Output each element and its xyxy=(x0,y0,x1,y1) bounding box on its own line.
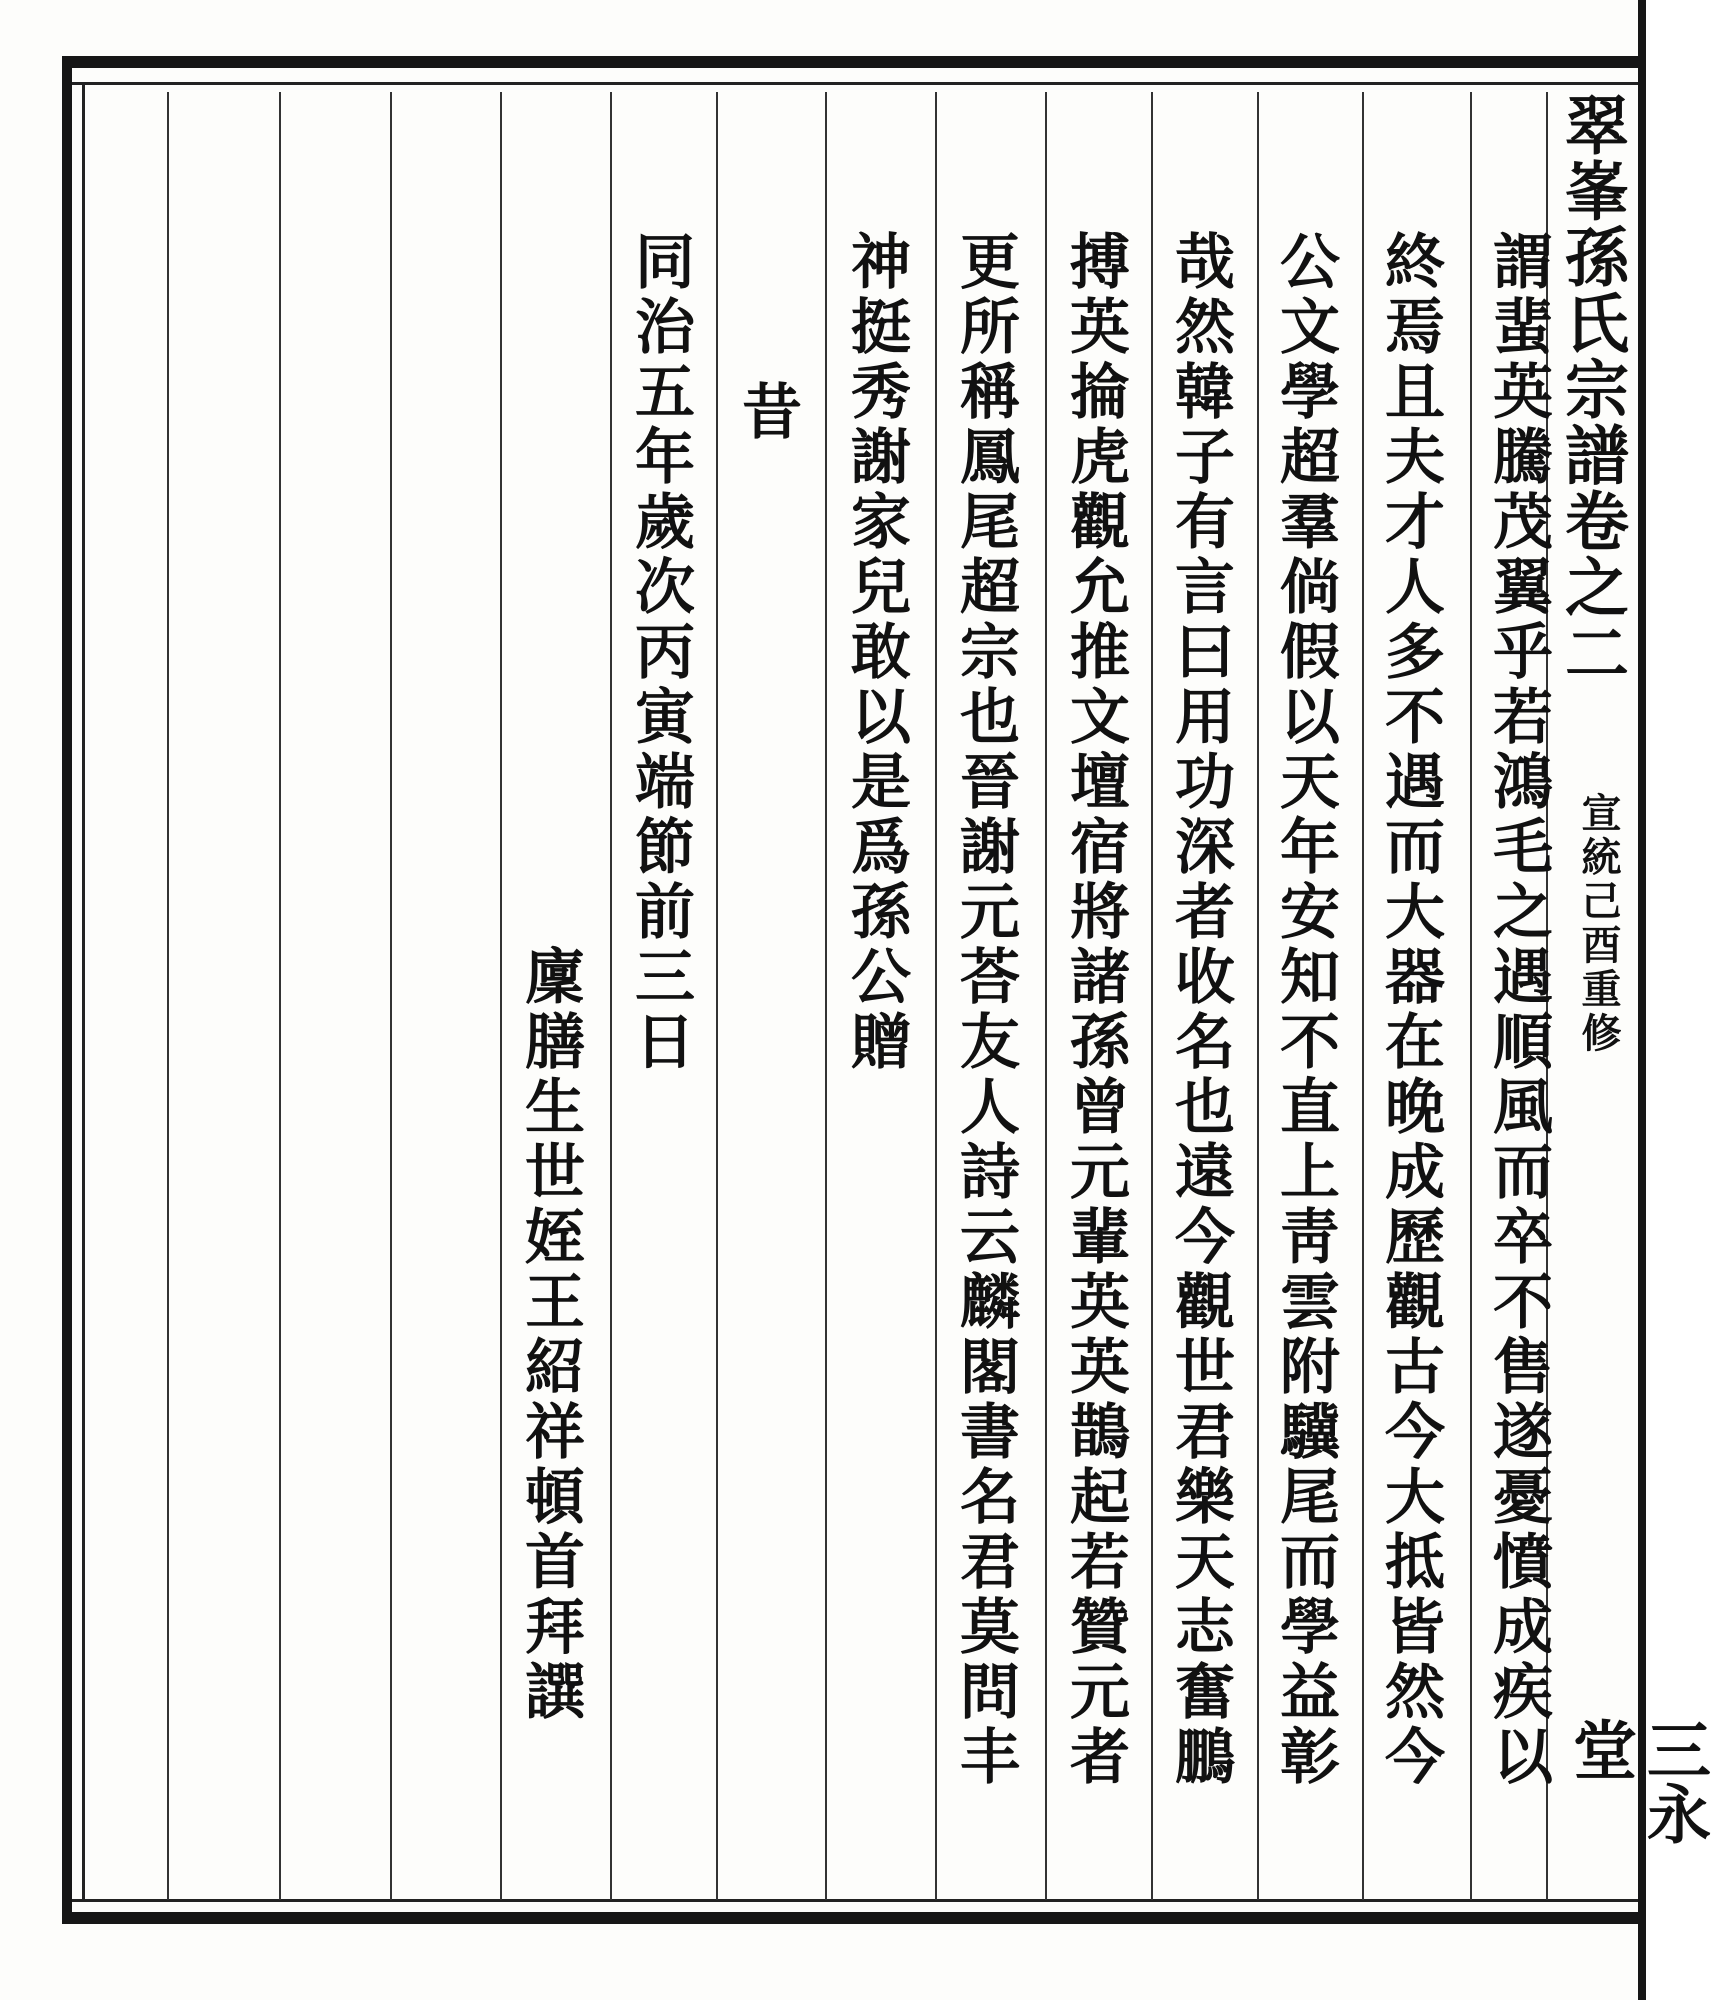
edition-note: 宣統己酉重修 xyxy=(1575,792,1622,1056)
text-column-2: 終焉且夫才人多不遇而大器在晚成歷觀古今大抵皆然今 xyxy=(1375,230,1445,1790)
page-margin-right xyxy=(1646,0,1712,2000)
book-spine-column xyxy=(1548,92,1711,1900)
column-divider xyxy=(610,92,612,1900)
frame-bottom-inner-border xyxy=(62,1899,1644,1902)
column-divider xyxy=(1045,92,1047,1900)
column-divider xyxy=(1257,92,1259,1900)
text-column-8: 昔 xyxy=(732,380,802,445)
date-column: 同治五年歲次丙寅端節前三日 xyxy=(625,230,695,1075)
signature-column: 廩膳生世姪王紹祥頓首拜譔 xyxy=(515,945,585,1725)
text-column-7: 神挺秀謝家兒敢以是爲孫公贈 xyxy=(841,230,911,1075)
frame-bottom-border xyxy=(62,1912,1644,1924)
column-divider xyxy=(1151,92,1153,1900)
text-column-1: 謂蜚英騰茂翼乎若鴻毛之遇順風而卒不售遂憂憤成疾以 xyxy=(1483,230,1553,1790)
column-divider xyxy=(1362,92,1364,1900)
column-divider xyxy=(1470,92,1472,1900)
column-divider xyxy=(167,92,169,1900)
hall-name: 三永堂 xyxy=(1562,1717,1711,1845)
column-divider xyxy=(390,92,392,1900)
column-divider xyxy=(500,92,502,1900)
column-divider xyxy=(716,92,718,1900)
frame-right-border xyxy=(1638,0,1646,2000)
column-divider xyxy=(279,92,281,1900)
genealogy-title: 翠峯孫氏宗譜卷之二 xyxy=(1554,92,1629,686)
frame-left-inner-border xyxy=(82,82,85,1902)
frame-top-inner-border xyxy=(62,82,1644,85)
text-column-6: 更所稱鳳尾超宗也晉謝元荅友人詩云麟閣書名君莫問丰 xyxy=(950,230,1020,1790)
text-column-5: 搏英掄虎觀允推文壇宿將諸孫曾元輩英英鵲起若贊元者 xyxy=(1060,230,1130,1790)
text-column-4: 哉然韓子有言曰用功深者收名也遠今觀世君樂天志奮鵬 xyxy=(1165,230,1235,1790)
text-column-3: 公文學超羣倘假以天年安知不直上靑雲附驥尾而學益彰 xyxy=(1270,230,1340,1790)
frame-top-border xyxy=(62,56,1644,68)
frame-left-border xyxy=(62,56,72,1924)
column-divider xyxy=(825,92,827,1900)
column-divider xyxy=(935,92,937,1900)
